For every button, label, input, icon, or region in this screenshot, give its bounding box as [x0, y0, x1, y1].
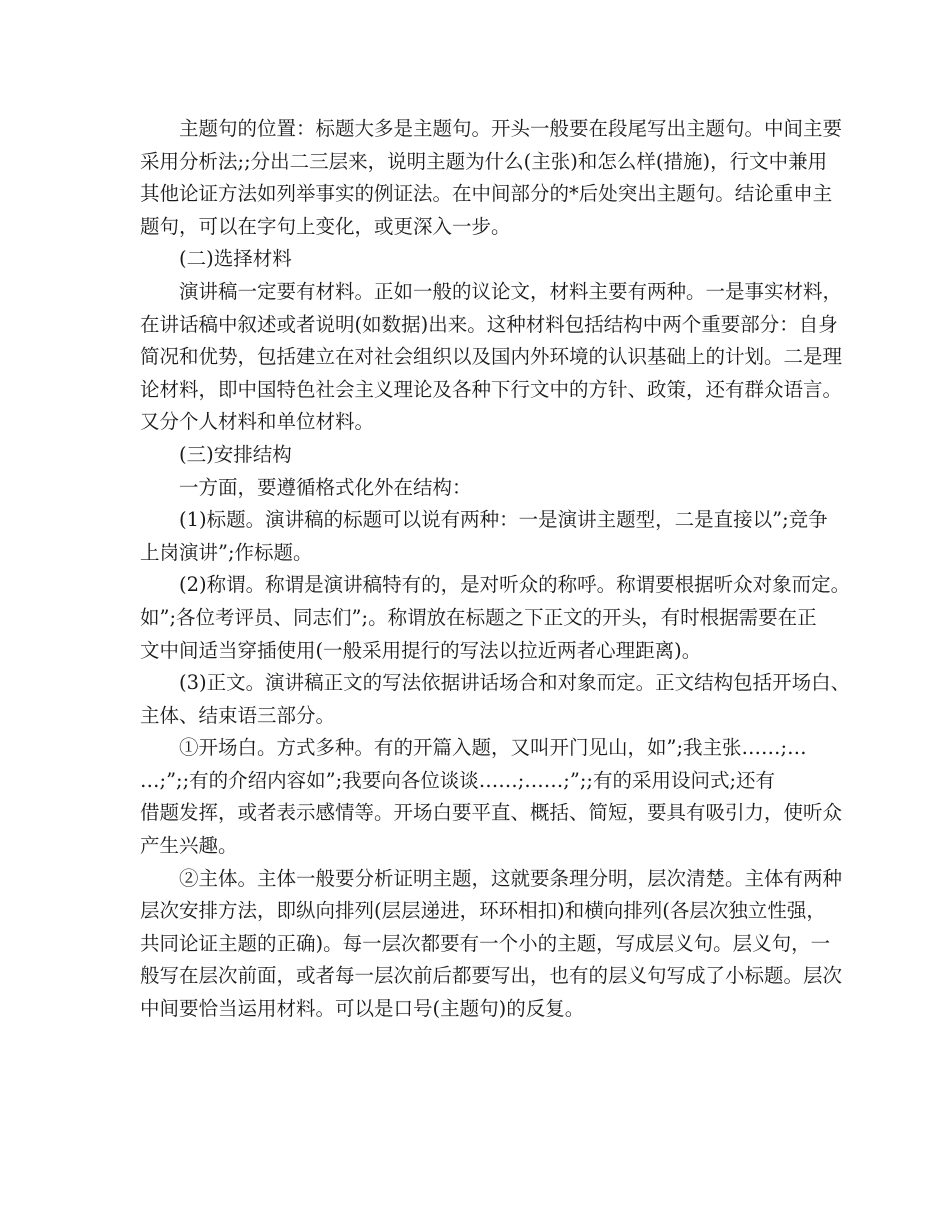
text-line: 在讲话稿中叙述或者说明(如数据)出来。这种材料包括结构中两个重要部分：自身 — [140, 312, 838, 336]
text-line: 般写在层次前面，或者每一层次前后都要写出，也有的层义句写成了小标题。层次 — [140, 964, 843, 988]
document-body — [140, 113, 851, 1026]
section-heading-arrange-structure — [140, 439, 810, 472]
text-line: 主体、结束语三部分。 — [140, 703, 336, 727]
paragraph-main-text — [140, 667, 851, 732]
paragraph-title — [140, 504, 828, 569]
text-line: 简况和优势，包括建立在对社会组织以及国内外环境的认识基础上的计划。二是理 — [140, 345, 843, 369]
text-line: 产生兴趣。 — [140, 834, 238, 858]
text-line: 主题句的位置：标题大多是主题句。开头一般要在段尾写出主题句。中间主要 — [179, 117, 843, 140]
text-line: (1)标题。演讲稿的标题可以说有两种：一是演讲主题型，二是直接以”;竞争 — [179, 508, 828, 532]
text-line: 一方面，要遵循格式化外在结构： — [179, 475, 472, 499]
text-line: 演讲稿一定要有材料。正如一般的议论文，材料主要有两种。一是事实材料， — [179, 279, 843, 303]
heading-text: (三)安排结构 — [179, 442, 292, 466]
text-line: …;”;;有的介绍内容如”;我要向各位谈谈……;……;”;;有的采用设问式;还有 — [140, 768, 776, 792]
text-line: 其他论证方法如列举事实的例证法。在中间部分的*后处突出主题句。结论重申主 — [140, 182, 833, 206]
text-line: ①开场白。方式多种。有的开篇入题，又叫开门见山，如”;我主张……;… — [179, 736, 807, 760]
text-line: 题句，可以在字句上变化，或更深入一步。 — [140, 214, 511, 238]
text-line: 又分个人材料和单位材料。 — [140, 410, 375, 434]
text-line: 共同论证主题的正确)。每一层次都要有一个小的主题，写成层义句。层义句，一 — [140, 931, 831, 955]
text-line: 上岗演讲”;作标题。 — [140, 540, 313, 564]
paragraph-materials — [140, 276, 843, 439]
text-line: 如”;各位考评员、同志们”;。称谓放在标题之下正文的开头，有时根据需要在正 — [140, 605, 817, 629]
text-line: 中间要恰当运用材料。可以是口号(主题句)的反复。 — [140, 997, 585, 1021]
text-line: 采用分析法;;分出二三层来，说明主题为什么(主张)和怎么样(措施)，行文中兼用 — [140, 149, 828, 173]
text-line: (3)正文。演讲稿正文的写法依据讲话场合和对象而定。正文结构包括开场白、 — [179, 671, 851, 695]
paragraph-salutation — [140, 569, 851, 667]
paragraph-topic-sentence-position — [140, 113, 843, 243]
text-line: 借题发挥，或者表示感情等。开场白要平直、概括、简短，要具有吸引力，使听众 — [140, 801, 843, 825]
paragraph-body — [140, 863, 843, 1026]
paragraph-opening — [140, 732, 843, 862]
text-line: 层次安排方法，即纵向排列(层层递进，环环相扣)和横向排列(各层次独立性强， — [140, 899, 826, 923]
text-line: (2)称谓。称谓是演讲稿特有的，是对听众的称呼。称谓要根据听众对象而定。 — [179, 573, 851, 597]
text-line: ②主体。主体一般要分析证明主题，这就要条理分明，层次清楚。主体有两种 — [179, 866, 843, 890]
heading-text: (二)选择材料 — [179, 247, 292, 271]
text-line: 文中间适当穿插使用(一般采用提行的写法以拉近两者心理距离)。 — [140, 638, 702, 662]
paragraph-format-intro — [140, 472, 810, 505]
section-heading-select-materials — [140, 243, 810, 276]
text-line: 论材料，即中国特色社会主义理论及各种下行文中的方针、政策，还有群众语言。 — [140, 377, 843, 401]
